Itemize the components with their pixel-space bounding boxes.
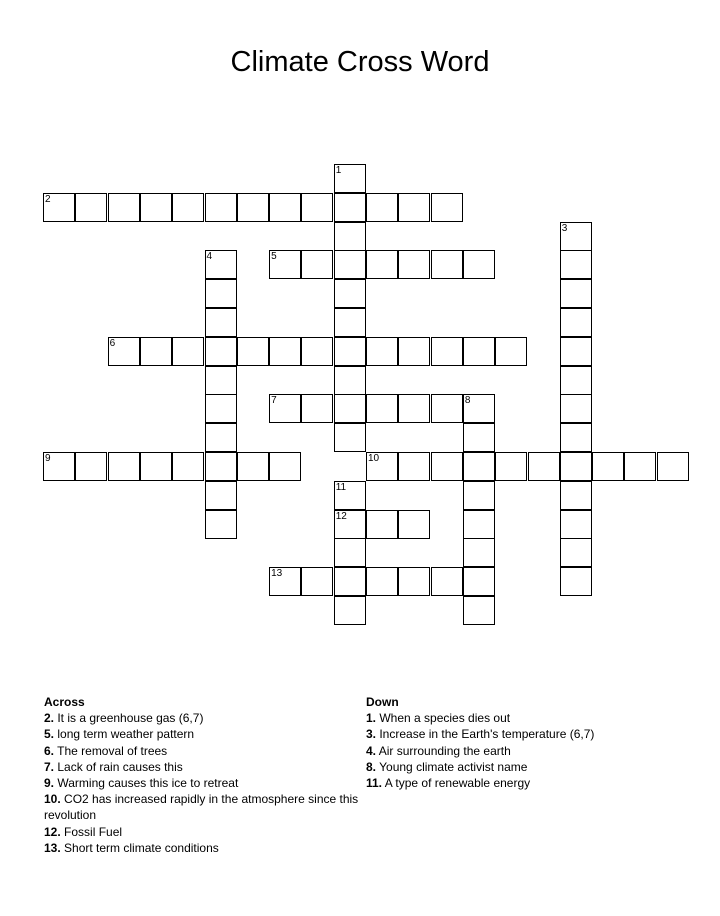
across-clue <box>44 759 364 775</box>
grid-cell[interactable] <box>334 279 366 308</box>
grid-cell[interactable] <box>398 337 430 366</box>
down-clue <box>366 775 696 791</box>
grid-cell[interactable] <box>334 394 366 423</box>
grid-cell[interactable] <box>463 423 495 452</box>
grid-cell[interactable] <box>431 567 463 596</box>
clue-text: CO2 has increased rapidly in the atmosphere since this revolution <box>44 792 359 823</box>
across-clues <box>44 694 364 856</box>
clue-text: Young climate activist name <box>376 759 528 774</box>
clue-number: 3 <box>561 222 568 234</box>
page-title: Climate Cross Word <box>230 46 490 78</box>
grid-cell[interactable] <box>366 193 398 222</box>
across-clue <box>44 726 364 742</box>
clue-text: Warming causes this ice to retreat <box>54 776 239 791</box>
across-clue-list <box>44 710 364 856</box>
down-heading: Down <box>366 695 399 709</box>
clue-number-label: 8. <box>366 759 377 774</box>
grid-cell[interactable] <box>334 423 366 452</box>
clue-number: 10 <box>368 453 380 464</box>
clue-number-label: 11. <box>366 776 383 791</box>
down-clue-list <box>366 710 696 791</box>
grid-cell[interactable] <box>205 250 237 279</box>
grid-cell[interactable] <box>140 193 172 222</box>
grid-cell[interactable] <box>140 337 172 366</box>
grid-cell[interactable] <box>624 452 656 481</box>
grid-cell[interactable] <box>334 222 366 251</box>
grid-cell[interactable] <box>334 596 366 625</box>
grid-cell[interactable] <box>463 510 495 539</box>
grid-cell[interactable] <box>560 452 592 481</box>
grid-cell[interactable] <box>334 164 366 193</box>
grid-cell[interactable] <box>269 193 301 222</box>
grid-cell[interactable] <box>366 394 398 423</box>
grid-cell[interactable] <box>205 279 237 308</box>
grid-cell[interactable] <box>398 452 430 481</box>
clue-number: 5 <box>271 251 277 263</box>
grid-cell[interactable] <box>463 596 495 625</box>
clue-number-label: 13. <box>44 840 61 855</box>
grid-cell[interactable] <box>560 510 592 539</box>
grid-cell[interactable] <box>301 567 333 596</box>
grid-cell[interactable] <box>560 366 592 395</box>
grid-cell[interactable] <box>560 423 592 452</box>
grid-cell[interactable] <box>398 567 430 596</box>
across-heading: Across <box>44 695 85 709</box>
clue-number: 13 <box>271 568 283 580</box>
clue-number: 1 <box>335 165 342 176</box>
clue-number: 2 <box>45 193 51 205</box>
grid-cell[interactable] <box>140 452 172 481</box>
grid-cell[interactable] <box>334 366 366 395</box>
grid-cell[interactable] <box>205 510 237 539</box>
grid-cell[interactable] <box>43 193 75 222</box>
across-clue <box>44 775 364 791</box>
grid-cell[interactable] <box>334 567 366 596</box>
grid-cell[interactable] <box>366 452 398 481</box>
grid-cell[interactable] <box>560 250 592 279</box>
grid-cell[interactable] <box>560 337 592 366</box>
grid-cell[interactable] <box>431 250 463 279</box>
clue-text: When a species dies out <box>376 711 511 726</box>
grid-cell[interactable] <box>334 510 366 539</box>
clue-text: Air surrounding the earth <box>376 743 511 758</box>
grid-cell[interactable] <box>205 481 237 510</box>
clue-number: 8 <box>464 395 471 407</box>
grid-cell[interactable] <box>398 193 430 222</box>
grid-cell[interactable] <box>592 452 624 481</box>
grid-cell[interactable] <box>43 452 75 481</box>
clue-number-label: 6. <box>44 743 55 758</box>
grid-cell[interactable] <box>334 481 366 510</box>
clue-text: Fossil Fuel <box>60 824 123 839</box>
grid-cell[interactable] <box>431 394 463 423</box>
grid-cell[interactable] <box>172 452 204 481</box>
grid-cell[interactable] <box>463 481 495 510</box>
clue-text: The removal of trees <box>54 743 168 758</box>
grid-cell[interactable] <box>205 337 237 366</box>
clue-number-label: 1. <box>366 711 377 726</box>
clue-number: 6 <box>109 337 116 349</box>
grid-cell[interactable] <box>463 452 495 481</box>
clue-number-label: 10. <box>44 792 61 807</box>
clue-number: 12 <box>335 510 347 522</box>
grid-cell[interactable] <box>431 452 463 481</box>
grid-cell[interactable] <box>463 394 495 423</box>
clue-text: It is a greenhouse gas (6,7) <box>54 711 204 726</box>
across-clue <box>44 824 364 840</box>
clue-number: 9 <box>45 453 51 464</box>
grid-cell[interactable] <box>172 337 204 366</box>
clue-number: 7 <box>271 395 277 407</box>
grid-cell[interactable] <box>366 250 398 279</box>
clue-number-label: 12. <box>44 824 61 839</box>
down-clue <box>366 710 696 726</box>
grid-cell[interactable] <box>205 193 237 222</box>
grid-cell[interactable] <box>108 193 140 222</box>
clue-number-label: 5. <box>44 727 55 742</box>
grid-cell[interactable] <box>172 193 204 222</box>
grid-cell[interactable] <box>463 337 495 366</box>
grid-cell[interactable] <box>528 452 560 481</box>
grid-cell[interactable] <box>205 366 237 395</box>
clue-number-label: 9. <box>44 776 55 791</box>
down-clues <box>366 694 696 791</box>
grid-cell[interactable] <box>366 567 398 596</box>
grid-cell[interactable] <box>108 337 140 366</box>
grid-cell[interactable] <box>366 337 398 366</box>
grid-cell[interactable] <box>75 452 107 481</box>
grid-cell[interactable] <box>301 394 333 423</box>
grid-cell[interactable] <box>463 538 495 567</box>
grid-cell[interactable] <box>237 337 269 366</box>
grid-cell[interactable] <box>334 337 366 366</box>
grid-cell[interactable] <box>495 337 527 366</box>
grid-cell[interactable] <box>334 250 366 279</box>
grid-cell[interactable] <box>205 308 237 337</box>
grid-cell[interactable] <box>269 337 301 366</box>
clue-text: Short term climate conditions <box>60 840 219 855</box>
clue-number-label: 7. <box>44 759 55 774</box>
grid-cell[interactable] <box>431 337 463 366</box>
grid-cell[interactable] <box>269 250 301 279</box>
clue-text: A type of renewable energy <box>382 776 531 791</box>
grid-cell[interactable] <box>398 250 430 279</box>
grid-cell[interactable] <box>334 193 366 222</box>
grid-cell[interactable] <box>269 567 301 596</box>
grid-cell[interactable] <box>301 193 333 222</box>
grid-cell[interactable] <box>269 452 301 481</box>
clue-text: long term weather pattern <box>54 727 195 742</box>
grid-cell[interactable] <box>269 394 301 423</box>
grid-cell[interactable] <box>205 394 237 423</box>
grid-cell[interactable] <box>560 308 592 337</box>
grid-cell[interactable] <box>75 193 107 222</box>
grid-cell[interactable] <box>431 193 463 222</box>
grid-cell[interactable] <box>205 423 237 452</box>
clue-number: 4 <box>206 251 213 263</box>
across-clue <box>44 791 364 823</box>
grid-cell[interactable] <box>301 337 333 366</box>
clue-number-label: 4. <box>366 743 377 758</box>
across-clue <box>44 710 364 726</box>
clue-number: 11 <box>335 481 347 493</box>
grid-cell[interactable] <box>334 538 366 567</box>
grid-cell[interactable] <box>237 193 269 222</box>
grid-cell[interactable] <box>398 394 430 423</box>
clue-number-label: 2. <box>44 711 55 726</box>
down-clue <box>366 726 696 742</box>
down-clue <box>366 759 696 775</box>
grid-cell[interactable] <box>560 481 592 510</box>
down-clue <box>366 743 696 759</box>
across-clue <box>44 840 364 856</box>
grid-cell[interactable] <box>560 222 592 251</box>
grid-cell[interactable] <box>560 279 592 308</box>
grid-cell[interactable] <box>560 538 592 567</box>
grid-cell[interactable] <box>237 452 269 481</box>
grid-cell[interactable] <box>560 567 592 596</box>
grid-cell[interactable] <box>398 510 430 539</box>
grid-cell[interactable] <box>334 308 366 337</box>
grid-cell[interactable] <box>366 510 398 539</box>
grid-cell[interactable] <box>657 452 689 481</box>
grid-cell[interactable] <box>463 567 495 596</box>
clue-text: Lack of rain causes this <box>54 759 183 774</box>
grid-cell[interactable] <box>560 394 592 423</box>
grid-cell[interactable] <box>205 452 237 481</box>
grid-cell[interactable] <box>108 452 140 481</box>
clue-text: Increase in the Earth's temperature (6,7) <box>376 727 595 742</box>
grid-cell[interactable] <box>495 452 527 481</box>
across-clue <box>44 743 364 759</box>
grid-cell[interactable] <box>301 250 333 279</box>
clue-number-label: 3. <box>366 727 377 742</box>
grid-cell[interactable] <box>463 250 495 279</box>
